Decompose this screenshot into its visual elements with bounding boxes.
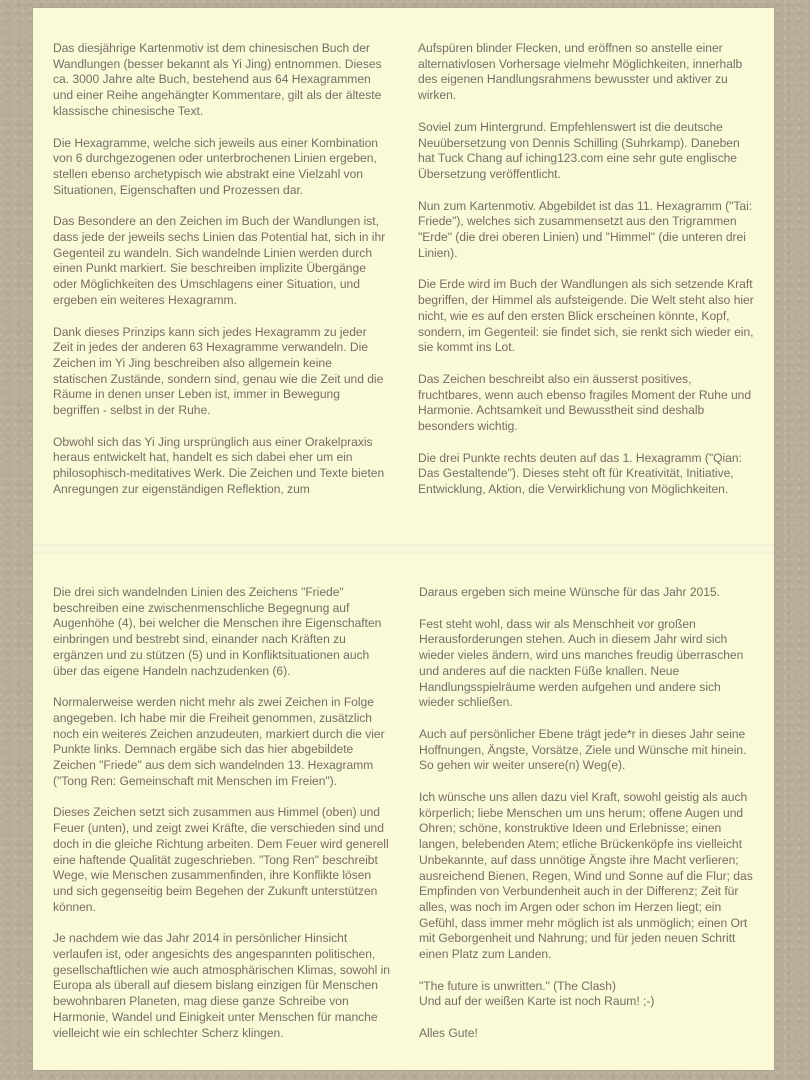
panel-top-left-text	[53, 41, 389, 498]
paragraph: Auch auf persönlicher Ebene trägt jede*r in dieses Jahr seine Hoffnungen, Ängste, Vorsätze, Ziele und Wünsche mit hinein. So gehen wir weiter unsere(n) Weg(e).	[419, 726, 747, 773]
panel-bottom-right-text	[419, 585, 759, 1042]
paragraph: Fest steht wohl, dass wir als Menschheit vor großen Herausforderungen stehen. Auch in diesem Jahr wird sich wieder vieles ändern, wird uns manches freudig überraschen und anderes auf die nackten Füße knallen. Neue Handlungsspielräume werden aufgehen und andere sich wieder schließen.	[419, 616, 744, 710]
panel-top-right-text	[418, 41, 758, 498]
paragraph: Dieses Zeichen setzt sich zusammen aus Himmel (oben) und Feuer (unten), und zeigt zwei Kräfte, die verschieden sind und doch in die gleiche Richtung arbeiten. Dem Feuer wird generell eine haftende Qualität zugeschrieben. "Tong Ren" beschreibt Wege, wie Menschen zusammenfinden, ihre Konflikte lösen und sich gegenseitig beim Begehen der Zukunft unterstützen können.	[53, 805, 389, 914]
panel-bottom-left-text	[53, 585, 390, 1041]
paragraph: Daraus ergeben sich meine Wünsche für das Jahr 2015.	[419, 585, 720, 599]
paragraph: Dank dieses Prinzips kann sich jedes Hexagramm zu jeder Zeit in jedes der anderen 63 Hexagramme verwandeln. Die Zeichen im Yi Jing beschreiben also allgemein keine statischen Zustände, sondern sind, genau wie die Zeit und die Räume in denen unser Leben ist, immer in Bewegung begriffen - selbst in der Ruhe.	[53, 324, 384, 418]
paragraph: Die Erde wird im Buch der Wandlungen als sich setzende Kraft begriffen, der Himmel als aufsteigende. Die Welt steht also hier nicht, wie es auf den ersten Blick erscheinen könnte, Kopf, sondern, im Gegenteil: sie findet sich, sie renkt sich wieder ein, sie kommt ins Lot.	[418, 277, 754, 355]
paragraph: Obwohl sich das Yi Jing ursprünglich aus einer Orakelpraxis heraus entwickelt hat, handelt es sich dabei eher um ein philosophisch-meditatives Werk. Die Zeichen und Texte bieten Anregungen zur eigenständigen Reflektion, zum	[53, 434, 385, 496]
farewell-line: Alles Gute!	[419, 1026, 478, 1041]
paragraph: Aufspüren blinder Flecken, und eröffnen so anstelle einer alternativlosen Vorhersage vielmehr Möglichkeiten, innerhalb des eigenen Handlungsrahmens bewusster und aktiver zu wirken.	[418, 41, 743, 103]
paragraph: Normalerweise werden nicht mehr als zwei Zeichen in Folge angegeben. Ich habe mir die Freiheit genommen, zusätzlich noch ein weiteres Zeichen anzudeuten, markiert durch die vier Punkte links. Demnach ergäbe sich das hier abgebildete Zeichen "Friede" aus dem sich wandelnden 13. Hexagramm ("Tong Ren: Gemeinschaft mit Menschen im Freien").	[53, 695, 385, 788]
paragraph: Ich wünsche uns allen dazu viel Kraft, sowohl geistig als auch körperlich; liebe Menschen um uns herum; offene Augen und Ohren; schöne, konstruktive Ideen und Erlebnisse; einen langen, belebenden Atem; etliche Brückenköpfe ins vielleicht Unbekannte, auf dass unnötige Ängste ihre Macht verlieren; ausreichend Bienen, Regen, Wind und Sonne auf die Flur; das Empfinden von Verbundenheit auch in der Differenz; Zeit für alles, was noch im Argen oder schon im Herzen liegt; ein Gefühl, dass immer mehr möglich ist als unmöglich; einen Ort mit Geborgenheit und Nahrung; und für jeden neuen Schritt einen Platz zum Landen.	[419, 790, 753, 962]
paragraph: Soviel zum Hintergrund. Empfehlenswert ist die deutsche Neuübersetzung von Dennis Schilling (Suhrkamp). Daneben hat Tuck Chang auf iching123.com eine sehr gute englische Übersetzung veröffentlicht.	[418, 119, 740, 181]
paragraph: Je nachdem wie das Jahr 2014 in persönlicher Hinsicht verlaufen ist, oder angesichts des angespannten politischen, gesellschaftlichen wie auch atmosphärischen Klimas, sowohl in Europa als überall auf diesem bislang einzigen für Menschen bewohnbaren Planeten, mag diese ganze Schreibe von Harmonie, Wandel und Einigkeit unter Menschen für manche vielleicht wie ein schlechter Scherz klingen.	[53, 931, 390, 1040]
greeting-card-insert	[33, 8, 774, 1070]
paragraph: Das diesjährige Kartenmotiv ist dem chinesischen Buch der Wandlungen (besser bekannt als Yi Jing) entnommen. Dieses ca. 3000 Jahre alte Buch, bestehend aus 64 Hexagrammen und einer Reihe angehängter Kommentare, gilt als der älteste klassische chinesische Text.	[53, 41, 382, 118]
paragraph: Die drei Punkte rechts deuten auf das 1. Hexagramm ("Qian: Das Gestaltende"). Dieses steht oft für Kreativität, Initiative, Entwicklung, Aktion, die Verwirklichung von Möglichkeiten.	[418, 450, 742, 497]
quote-line: "The future is unwritten." (The Clash)	[419, 978, 616, 993]
paragraph: Die Hexagramme, welche sich jeweils aus einer Kombination von 6 durchgezogenen oder unterbrochenen Linien ergeben, stellen ebenso archetypisch wie abstrakt eine Vielzahl von Situationen, Eigenschaften und Prozessen dar.	[53, 135, 378, 197]
fold-line	[33, 544, 774, 554]
paragraph: Die drei sich wandelnden Linien des Zeichens "Friede" beschreiben eine zwischenmenschliche Begegnung auf Augenhöhe (4), bei welcher die Menschen ihre Eigenschaften einbringen und bestrebt sind, einander nach Kräften zu ergänzen und zu stützen (5) und in Konfliktsituationen auch über das eigene Handeln nachzudenken (6).	[53, 585, 382, 678]
paragraph: Das Besondere an den Zeichen im Buch der Wandlungen ist, dass jede der jeweils sechs Linien das Potential hat, sich in ihr Gegenteil zu wandeln. Sich wandelnde Linien werden durch einen Punkt markiert. Sie beschreiben implizite Übergänge oder Möglichkeiten des Umschlagens einer Situation, und ergeben ein weiteres Hexagramm.	[53, 214, 386, 307]
paragraph: Das Zeichen beschreibt also ein äusserst positives, fruchtbares, wenn auch ebenso fragiles Moment der Ruhe und Harmonie. Achtsamkeit und Bewusstheit sind deshalb besonders wichtig.	[418, 371, 752, 434]
closing-line: Und auf der weißen Karte ist noch Raum! ;-)	[419, 994, 655, 1009]
paragraph: Nun zum Kartenmotiv. Abgebildet ist das 11. Hexagramm ("Tai: Friede"), welches sich zusammensetzt aus den Trigrammen "Erde" (die drei oberen Linien) und "Himmel" (die unteren drei Linien).	[418, 198, 753, 260]
